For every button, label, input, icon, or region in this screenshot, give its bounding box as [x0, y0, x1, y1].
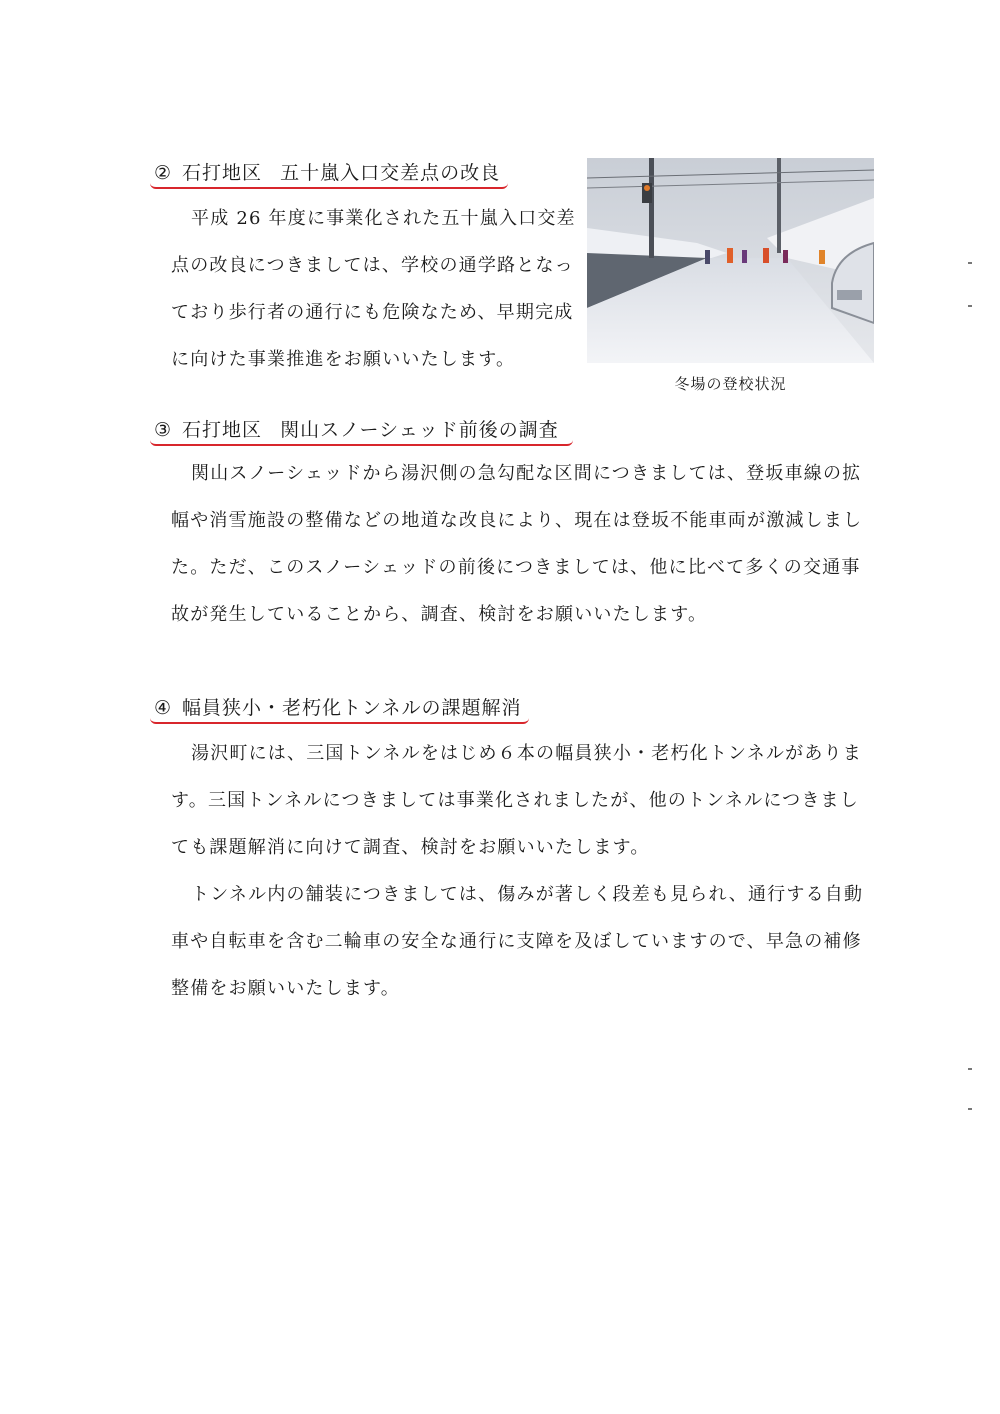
section-2-body: [171, 195, 576, 383]
scan-speck: [968, 262, 972, 264]
section-4-para1-line: ても課題解消に向けて調査、検討をお願いいたします。: [171, 837, 650, 858]
section-3-area: 石打地区: [182, 419, 263, 441]
section-2-subject: 五十嵐入口交差点の改良: [280, 162, 501, 184]
scan-speck: [968, 1108, 972, 1110]
snow-street-illustration: [587, 158, 874, 363]
section-4-para2-line: トンネル内の舗装につきましては、傷みが著しく段差も見られ、通行する自動: [191, 884, 864, 905]
section-2-heading: [150, 158, 508, 189]
section-4-subject: 幅員狭小・老朽化トンネルの課題解消: [182, 697, 522, 719]
section-2-number: ②: [154, 162, 173, 184]
section-4-heading: [150, 693, 529, 724]
section-3-number: ③: [154, 419, 173, 441]
section-2-line: に向けた事業推進をお願いいたします。: [171, 349, 516, 370]
section-4-para1-line: 湯沢町には、三国トンネルをはじめ６本の幅員狭小・老朽化トンネルがありま: [191, 743, 862, 764]
section-3-subject: 関山スノーシェッド前後の調査: [280, 419, 559, 441]
section-4-para1-line: す。三国トンネルにつきましては事業化されましたが、他のトンネルにつきまし: [171, 790, 859, 811]
section-3-heading: [150, 415, 573, 446]
section-4-body: [171, 730, 863, 1012]
section-3-line: 幅や消雪施設の整備などの地道な改良により、現在は登坂不能車両が激減しまし: [171, 510, 863, 531]
photo-caption: 冬場の登校状況: [674, 375, 787, 393]
section-4-number: ④: [154, 697, 173, 719]
section-2-line: ており歩行者の通行にも危険なため、早期完成: [171, 302, 574, 323]
scan-speck: [968, 1068, 972, 1070]
section-4-para2-line: 整備をお願いいたします。: [171, 978, 400, 999]
winter-school-commute-photo: [587, 158, 874, 363]
section-3-body: [171, 450, 862, 638]
section-2-line: 点の改良につきましては、学校の通学路となっ: [171, 255, 574, 276]
section-2-line: 平成 26 年度に事業化された五十嵐入口交差: [191, 208, 576, 229]
section-3-line: た。ただ、このスノーシェッドの前後につきましては、他に比べて多くの交通事: [171, 557, 861, 578]
section-3-line: 関山スノーシェッドから湯沢側の急勾配な区間につきましては、登坂車線の拡: [191, 463, 862, 484]
section-3-line: 故が発生していることから、調査、検討をお願いいたします。: [171, 604, 708, 625]
scan-speck: [968, 305, 972, 307]
section-2-area: 石打地区: [182, 162, 263, 184]
section-4-para2-line: 車や自転車を含む二輪車の安全な通行に支障を及ぼしていますので、早急の補修: [171, 931, 862, 952]
